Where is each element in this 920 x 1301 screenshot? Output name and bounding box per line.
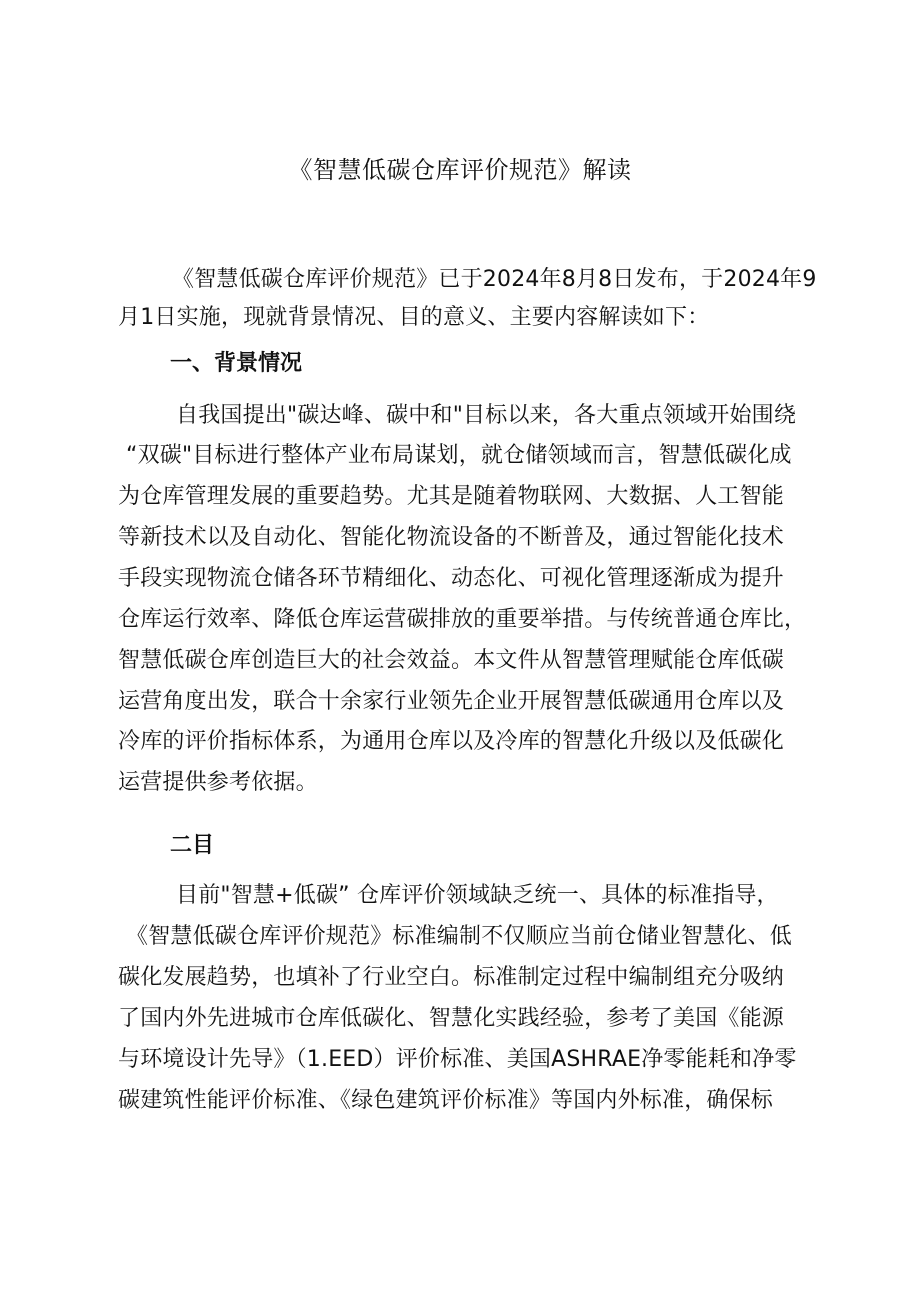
section-heading-purpose: 二目: [170, 833, 215, 858]
paragraph-line: 《智慧低碳仓库评价规范》标准编制不仅顺应当前仓储业智慧化、低: [126, 924, 793, 949]
paragraph-line: 碳建筑性能评价标准、《绿色建筑评价标准》等国内外标准，确保标: [118, 1088, 774, 1113]
paragraph-line: 为仓库管理发展的重要趋势。尤其是随着物联网、大数据、人工智能: [118, 484, 785, 509]
document-title: 《智慧低碳仓库评价规范》解读: [288, 156, 632, 184]
paragraph-line: 自我国提出"碳达峰、碳中和"目标以来，各大重点领域开始围绕: [176, 403, 797, 428]
paragraph-line: 碳化发展趋势，也填补了行业空白。标准制定过程中编制组充分吸纳: [118, 965, 785, 990]
paragraph-line: 运营角度出发，联合十余家行业领先企业开展智慧低碳通用仓库以及: [118, 689, 785, 714]
paragraph-line: 运营提供参考依据。: [118, 770, 318, 795]
intro-line: 《智慧低碳仓库评价规范》已于2024年8月8日发布，于2024年9: [172, 267, 817, 292]
paragraph-line: “双碳"目标进行整体产业布局谋划，就仓储领域而言，智慧低碳化成: [126, 443, 792, 468]
paragraph-line: 智慧低碳仓库创造巨大的社会效益。本文件从智慧管理赋能仓库低碳: [118, 648, 785, 673]
intro-line: 月1日实施，现就背景情况、目的意义、主要内容解读如下：: [118, 305, 710, 330]
paragraph-line: 与环境设计先导》（1.EED）评价标准、美国ASHRAE净零能耗和净零: [118, 1047, 797, 1072]
section-heading-background: 一、背景情况: [170, 351, 303, 376]
paragraph-line: 冷库的评价指标体系，为通用仓库以及冷库的智慧化升级以及低碳化: [118, 729, 785, 754]
paragraph-line: 了国内外先进城市仓库低碳化、智慧化实践经验，参考了美国《能源: [118, 1006, 785, 1031]
paragraph-line: 手段实现物流仓储各环节精细化、动态化、可视化管理逐渐成为提升: [118, 566, 785, 591]
paragraph-line: 目前"智慧+低碳” 仓库评价领域缺乏统一、具体的标准指导，: [176, 883, 779, 908]
paragraph-line: 仓库运行效率、降低仓库运营碳排放的重要举措。与传统普通仓库比，: [118, 607, 807, 632]
paragraph-line: 等新技术以及自动化、智能化物流设备的不断普及，通过智能化技术: [118, 525, 785, 550]
